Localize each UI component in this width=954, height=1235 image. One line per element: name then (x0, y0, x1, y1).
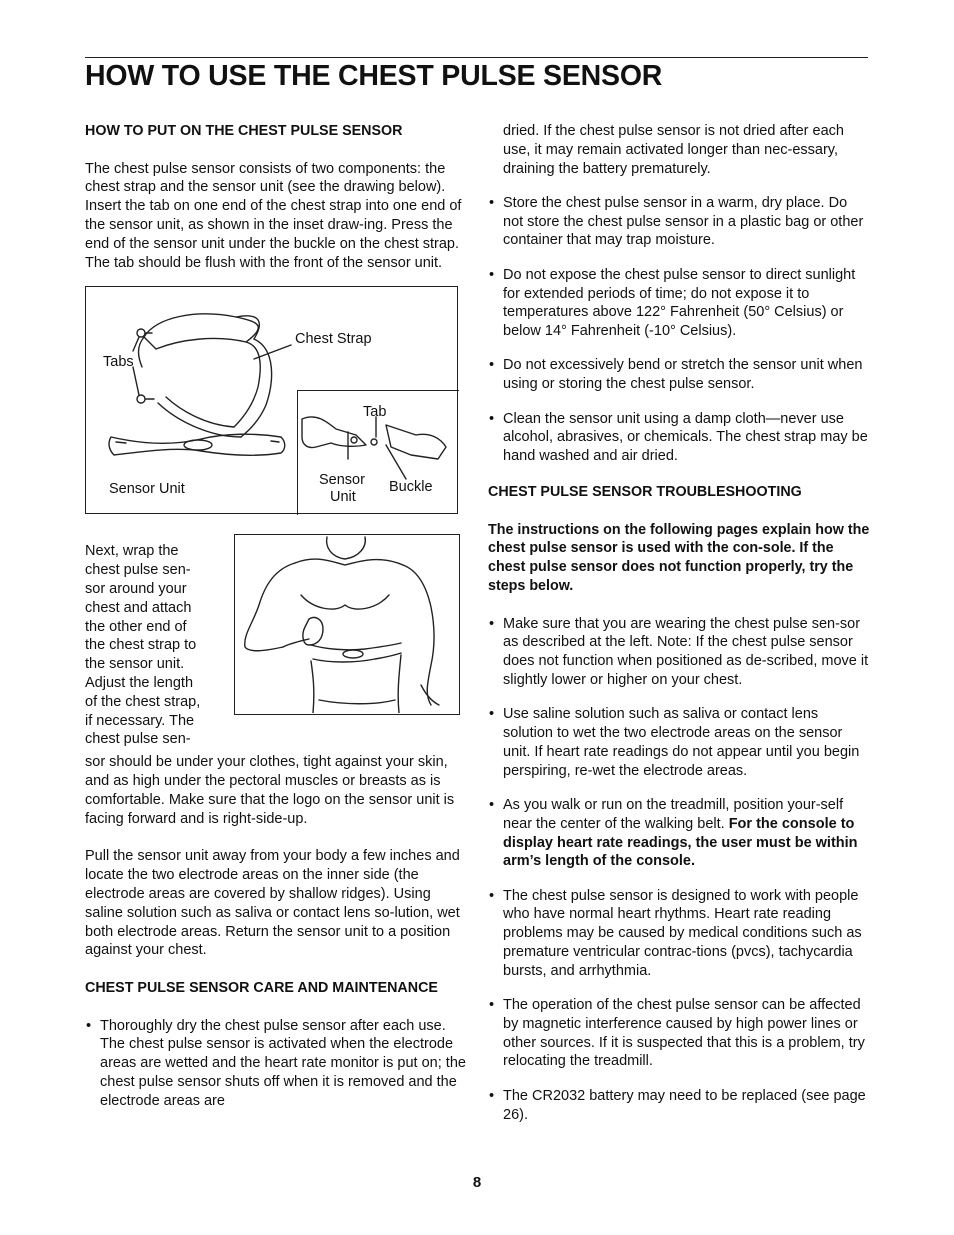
wrap-line: the chest strap to (85, 637, 197, 654)
electrode-paragraph: Pull the sensor unit away from your body a few inches and locate the two electrode areas on the inner side (the electrode areas are covered by shallow ridges). Using saline solution such as saliva or contact lens so-lution, wet both electrode areas. Return the sensor unit to a position against your chest. (85, 848, 460, 959)
intro-paragraph: The chest pulse sensor consists of two components: the chest strap and the sensor unit (see the drawing below). Insert the tab on one end of the chest strap into one end of the sensor unit, as shown in the inset draw-ing. Press the end of the sensor unit under the buckle on the chest strap. The tab should be flush with the front of the sensor unit. (85, 160, 462, 271)
left-column (85, 122, 467, 1126)
wrap-line: chest pulse sen- (85, 562, 191, 579)
wrap-line: if necessary. The (85, 712, 195, 729)
label-inset-unit: Unit (330, 489, 356, 506)
troubleshooting-bullet: • Make sure that you are wearing the chest pulse sen-sor as described at the left. Note: If the chest pulse sensor does not function when positioned as de-scribed, move it slightly lower or higher on your chest. (488, 615, 870, 690)
label-tab: Tab (363, 404, 387, 421)
wrap-line: Adjust the length (85, 674, 194, 691)
troubleshooting-bullet: • The chest pulse sensor is designed to work with people who have normal heart rhythms. Heart rate reading problems may be caused by medical conditions such as premature ventricular contrac-tions (pvcs), tachycardia bursts, and arrhythmia. (488, 887, 870, 981)
wrap-line: of the chest strap, (85, 693, 201, 710)
label-tabs: Tabs (103, 354, 134, 371)
inset-drawing (297, 390, 459, 515)
tb3-bold: For the console to display heart rate readings, the user must be within arm’s length of the console. (503, 815, 858, 870)
troubleshooting-bullet: • The CR2032 battery may need to be replaced (see page 26). (488, 1087, 870, 1125)
section-heading-troubleshooting: CHEST PULSE SENSOR TROUBLESHOOTING (488, 483, 802, 500)
care-bullet: • Store the chest pulse sensor in a warm, dry place. Do not store the chest pulse sensor in a plastic bag or other container that may trap moisture. (488, 194, 870, 250)
care-bullet: • Clean the sensor unit using a damp cloth—never use alcohol, abrasives, or chemicals. The chest strap may be hand washed and air dried. (488, 410, 870, 466)
right-column (488, 122, 870, 1140)
wrap-line: sor around your (85, 580, 187, 597)
person-illustration (235, 535, 458, 713)
wrap-line: chest pulse sen- (85, 731, 191, 748)
wrap-line: the sensor unit. (85, 656, 185, 673)
chest-strap-figure (85, 286, 458, 514)
wrap-block (85, 542, 467, 753)
troubleshooting-bullet: • The operation of the chest pulse sensor can be affected by magnetic interference caused by high power lines or other sources. If it is suspected that this is a problem, try relocating the treadmill. (488, 996, 870, 1071)
care-bullet: • Do not expose the chest pulse sensor to direct sunlight for extended periods of time; do not expose it to temperatures above 122° Fahrenheit (50° Celsius) or below 14° Fahrenheit (-10° Celsius). (488, 266, 870, 341)
title-rule (85, 57, 868, 58)
wrap-text (85, 542, 213, 749)
wrap-line: the other end of (85, 618, 187, 635)
page-title: HOW TO USE THE CHEST PULSE SENSOR (85, 60, 663, 92)
wrap-continuation: sor should be under your clothes, tight against your skin, and as high under the pectoral muscles or breasts as is comfortable. Make sure that the logo on the sensor unit is facing forward and is right-side-up. (85, 754, 455, 827)
label-sensor-unit: Sensor Unit (109, 481, 185, 498)
troubleshooting-bullet: • Use saline solution such as saliva or contact lens solution to wet the two electrode areas on the sensor unit. If heart rate readings do not appear until you begin perspiring, re-wet the electrode areas. (488, 705, 870, 780)
care-bullet: • Do not excessively bend or stretch the sensor unit when using or storing the chest pulse sensor. (488, 356, 870, 394)
label-chest-strap: Chest Strap (295, 331, 372, 348)
section-heading-put-on: HOW TO PUT ON THE CHEST PULSE SENSOR (85, 123, 403, 139)
wrap-line: chest and attach (85, 599, 192, 616)
section-heading-care: CHEST PULSE SENSOR CARE AND MAINTENANCE (85, 979, 438, 996)
label-inset-sensor: Sensor (319, 472, 365, 489)
person-wearing-strap-figure (234, 534, 460, 715)
page-number: 8 (472, 1174, 482, 1191)
care-bullet-dry: • Thoroughly dry the chest pulse sensor after each use. The chest pulse sensor is activated when the electrode areas are wetted and the heart rate monitor is put on; the chest pulse sensor shuts off when it is removed and the electrode areas are (85, 1017, 467, 1111)
tb3-plain: As you walk or run on the treadmill, position your-self near the center of the walking belt. (503, 796, 844, 832)
troubleshooting-bullet (488, 796, 870, 871)
care-bullet-continuation: dried. If the chest pulse sensor is not dried after each use, it may remain activated longer than nec-essary, draining the battery prematurely. (503, 123, 844, 177)
label-buckle: Buckle (389, 479, 433, 496)
wrap-line: Next, wrap the (85, 543, 179, 560)
troubleshooting-intro: The instructions on the following pages explain how the chest pulse sensor is used with the con-sole. If the chest pulse sensor does not function properly, try the steps below. (488, 521, 870, 594)
